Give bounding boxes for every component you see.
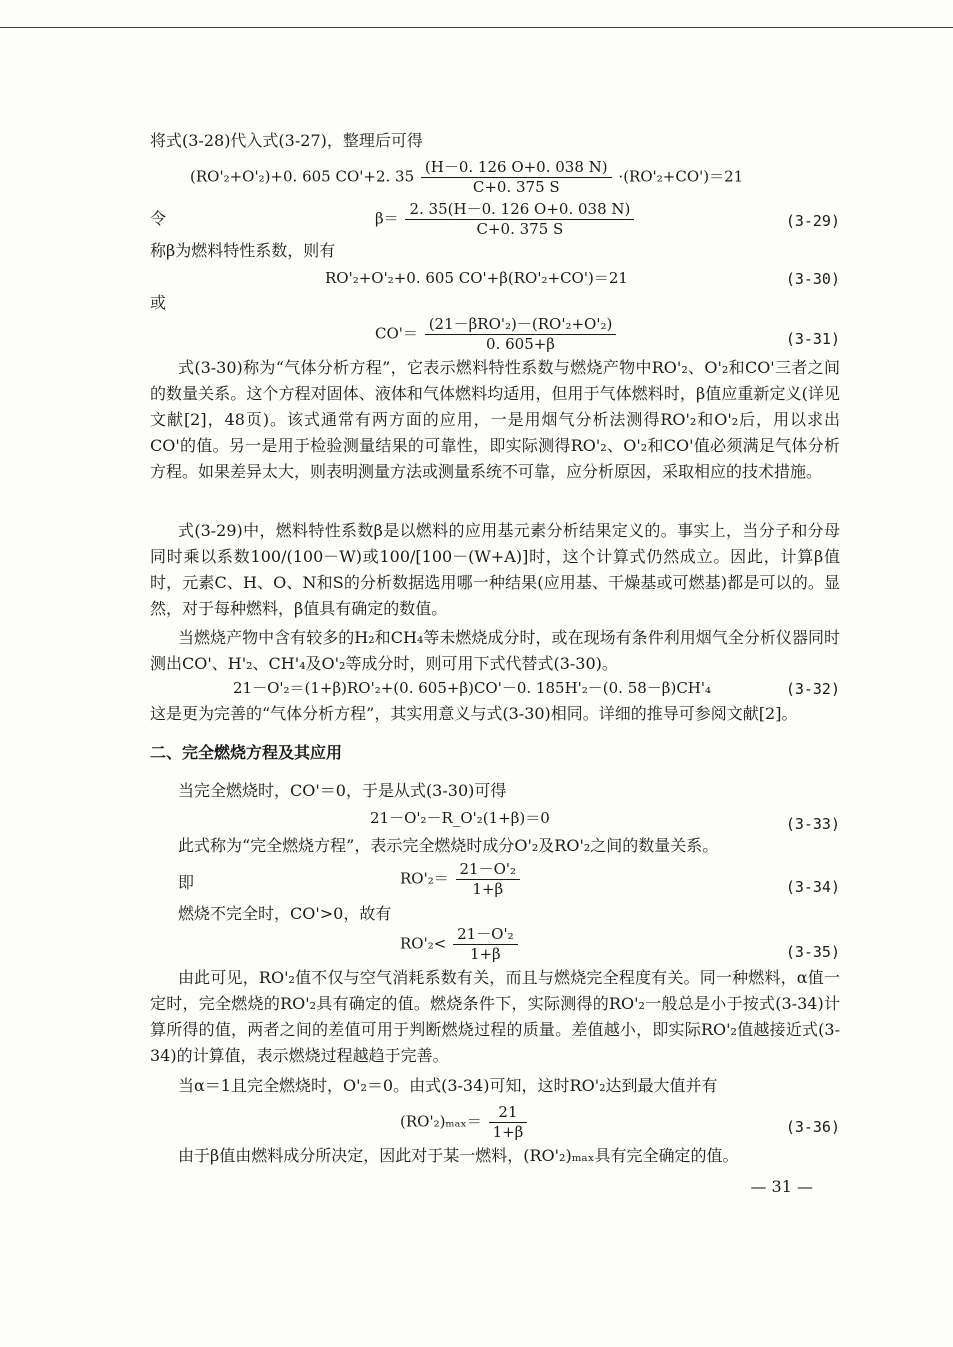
equation-3-34: [400, 860, 522, 899]
paragraph-5: 当完全燃烧时，CO'＝0，于是从式(3-30)可得: [178, 781, 507, 800]
eq31-number: (3-31): [785, 330, 840, 348]
eq36-num: 21: [489, 1103, 528, 1123]
eq31-lhs: CO'＝: [375, 324, 418, 343]
page-number: — 31 —: [750, 1177, 813, 1196]
eq35-number: (3-35): [785, 943, 840, 961]
eq29-lhs: β＝: [375, 209, 399, 228]
eq34-den: 1+β: [472, 880, 504, 898]
equation-3-30: RO'₂+O'₂+0. 605 CO'+β(RO'₂+CO')＝21: [325, 269, 628, 287]
eq-main-den: C+0. 375 S: [472, 178, 560, 196]
eq29-den: C+0. 375 S: [476, 220, 564, 238]
eq32-number: (3-32): [785, 680, 840, 698]
eq35-lhs: RO'₂<: [400, 934, 447, 953]
eq34-number: (3-34): [785, 878, 840, 896]
eq-main-num: (H－0. 126 O+0. 038 N): [421, 158, 612, 178]
eq36-fraction: [489, 1103, 528, 1142]
eq29-num: 2. 35(H－0. 126 O+0. 038 N): [405, 200, 634, 220]
paragraph-1: 式(3-30)称为“气体分析方程”，它表示燃料特性系数与燃烧产物中RO'₂、O'₂和CO'三者之间的数量关系。这个方程对固体、液体和气体燃料均适用，但用于气体燃料时，β值应重新定义(详见文献[2]，48页)。该式通常有两方面的应用，一是用烟气分析法测得RO'₂和O'₂后，用以求出CO'的值。另一是用于检验测量结果的可靠性，即实际测得RO'₂、O'₂和CO'值必须满足气体分析方程。如果差异太大，则表明测量方法或测量系统不可靠，应分析原因，采取相应的技术措施。: [150, 358, 840, 481]
intro-text: 将式(3-28)代入式(3-27)，整理后可得: [150, 131, 423, 150]
eq-main-left: (RO'₂+O'₂)+0. 605 CO'+2. 35: [190, 167, 415, 186]
paragraph-7: 燃烧不完全时，CO'>0，故有: [178, 904, 392, 923]
paragraph-4: 这是更为完善的“气体分析方程”，其实用意义与式(3-30)相同。详细的推导可参阅文献[2]。: [150, 704, 798, 723]
eq29-number: (3-29): [785, 212, 840, 230]
or-text: 或: [150, 293, 167, 312]
eq31-den: 0. 605+β: [486, 335, 555, 353]
equation-3-29: [375, 200, 636, 239]
eq31-num: (21－βRO'₂)－(RO'₂+O'₂): [425, 315, 617, 335]
equation-3-31: [375, 315, 618, 354]
equation-3-32: 21－O'₂＝(1+β)RO'₂+(0. 605+β)CO'－0. 185H'₂－(0. 58－β)CH'₄: [233, 679, 712, 697]
eq29-fraction: [405, 200, 634, 239]
eq36-number: (3-36): [785, 1118, 840, 1136]
eq34-fraction: [456, 860, 521, 899]
eq-main-fraction: [421, 158, 612, 197]
equation-3-35: [400, 925, 520, 964]
section-heading: 二、完全燃烧方程及其应用: [150, 743, 343, 762]
paragraph-9: 当α＝1且完全燃烧时，O'₂＝0。由式(3-34)可知，这时RO'₂达到最大值并有: [178, 1076, 718, 1095]
paragraph-8: 由此可见，RO'₂值不仅与空气消耗系数有关，而且与燃烧完全程度有关。同一种燃料，α值一定时，完全燃烧的RO'₂具有确定的值。燃烧条件下，实际测得的RO'₂一般总是小于按式(3-34)计算所得的值，两者之间的差值可用于判断燃烧过程的质量。差值越小，即实际RO'₂值越接近式(3-34)的计算值，表示燃烧过程越趋于完善。: [150, 968, 840, 1065]
eq30-number: (3-30): [785, 270, 840, 288]
equation-main: [190, 158, 743, 197]
eq36-den: 1+β: [492, 1123, 524, 1141]
paragraph-2: 式(3-29)中，燃料特性系数β是以燃料的应用基元素分析结果定义的。事实上，当分子和分母同时乘以系数100/(100－W)或100/[100－(W+A)]时，这个计算式仍然成立。因此，计算β值时，元素C、H、O、N和S的分析数据选用哪一种结果(应用基、干燥基或可燃基)都是可以的。显然，对于每种燃料，β值具有确定的数值。: [150, 521, 840, 618]
eq31-fraction: [425, 315, 617, 354]
eq35-den: 1+β: [469, 945, 501, 963]
eq35-fraction: [453, 925, 518, 964]
header-rule: [0, 27, 953, 28]
equation-3-36: [400, 1103, 529, 1142]
eq33-number: (3-33): [785, 815, 840, 833]
eq34-lead: 即: [178, 873, 195, 892]
paragraph-10: 由于β值由燃料成分所决定，因此对于某一燃料，(RO'₂)ₘₐₓ具有完全确定的值。: [178, 1146, 739, 1165]
eq35-num: 21－O'₂: [453, 925, 518, 945]
beta-definition: 称β为燃料特性系数，则有: [150, 241, 336, 260]
eq-main-right: ·(RO'₂+CO')＝21: [618, 167, 744, 186]
equation-3-33: 21－O'₂－R_O'₂(1+β)＝0: [370, 809, 550, 827]
eq29-lead: 令: [150, 209, 167, 228]
eq36-lhs: (RO'₂)ₘₐₓ＝: [400, 1112, 482, 1131]
eq34-num: 21－O'₂: [456, 860, 521, 880]
eq34-lhs: RO'₂＝: [400, 869, 449, 888]
paragraph-6: 此式称为“完全燃烧方程”，表示完全燃烧时成分O'₂及RO'₂之间的数量关系。: [178, 836, 719, 855]
paragraph-3: 当燃烧产物中含有较多的H₂和CH₄等未燃烧成分时，或在现场有条件利用烟气全分析仪器同时测出CO'、H'₂、CH'₄及O'₂等成分时，则可用下式代替式(3-30)。: [150, 628, 840, 673]
